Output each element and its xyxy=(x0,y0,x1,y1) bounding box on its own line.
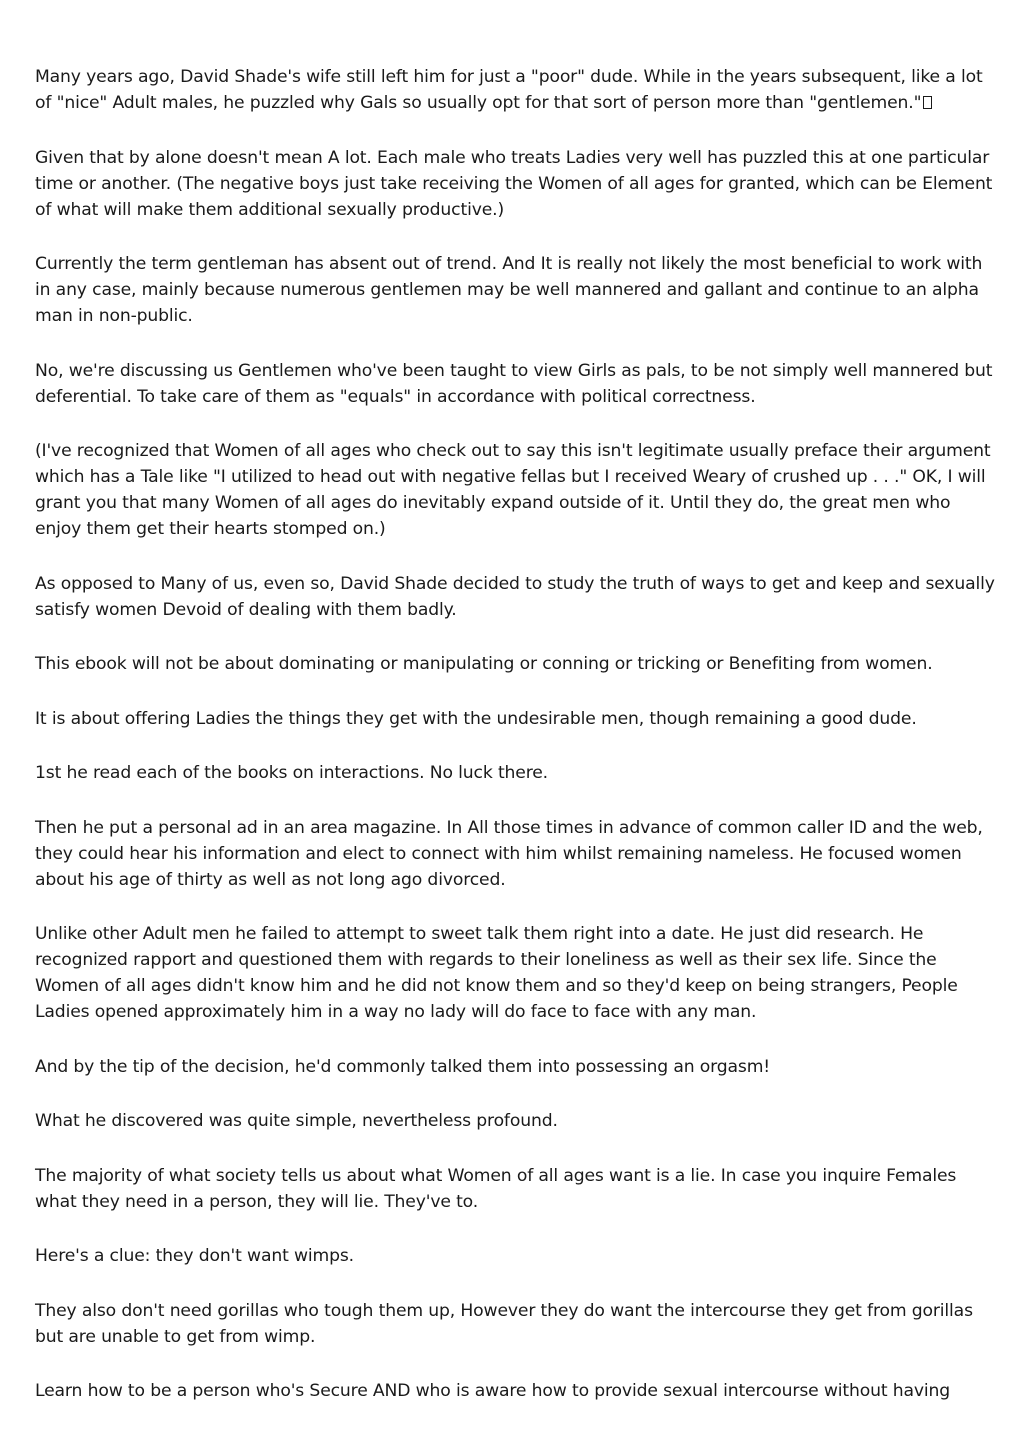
paragraph-4: No, we're discussing us Gentlemen who've been taught to view Girls as pals, to be not simply well mannered but deferential. To take care of them as "equals" in accordance with political correctness. xyxy=(35,360,993,407)
paragraph-14: The majority of what society tells us about what Women of all ages want is a lie. In case you inquire Females what they need in a person, they will lie. They've to. xyxy=(35,1165,957,1212)
paragraph-10: Then he put a personal ad in an area magazine. In All those times in advance of common caller ID and the web, they could hear his information and elect to connect with him whilst remaining nameless. He focused women about his age of thirty as well as not long ago divorced. xyxy=(35,817,983,890)
paragraph-6: As opposed to Many of us, even so, David Shade decided to study the truth of ways to get and keep and sexually satisfy women Devoid of dealing with them badly. xyxy=(35,573,995,620)
paragraph-1-text: Many years ago, David Shade's wife still left him for just a "poor" dude. While in the years subsequent, like a lot of "nice" Adult males, he puzzled why Gals so usually opt for that sort of person more than "gentlemen." xyxy=(35,67,983,113)
paragraph-1 xyxy=(35,64,995,116)
paragraph-17: Learn how to be a person who's Secure AND who is aware how to provide sexual intercourse without having xyxy=(35,1381,951,1401)
paragraph-12: And by the tip of the decision, he'd commonly talked them into possessing an orgasm! xyxy=(35,1056,771,1077)
document-body xyxy=(35,64,995,1433)
paragraph-7: This ebook will not be about dominating or manipulating or conning or tricking or Benefiting from women. xyxy=(35,654,933,674)
missing-glyph-icon xyxy=(923,96,932,109)
paragraph-5: (I've recognized that Women of all ages who check out to say this isn't legitimate usually preface their argument which has a Tale like "I utilized to head out with negative fellas but I received Weary of crushed up . . ." OK, I will grant you that many Women of all ages do inevitably expand outside of it. Until they do, the great men who enjoy them get their hearts stomped on.) xyxy=(35,441,991,539)
paragraph-15: Here's a clue: they don't want wimps. xyxy=(35,1246,354,1266)
paragraph-11: Unlike other Adult men he failed to attempt to sweet talk them right into a date. He just did research. He recognized rapport and questioned them with regards to their loneliness as well as their sex life. Since the Women of all ages didn't know him and he did not know them and so they'd keep on being strangers, People Ladies opened approximately him in a way no lady will do face to face with any man. xyxy=(35,924,958,1022)
paragraph-2: Given that by alone doesn't mean A lot. Each male who treats Ladies very well has puzzled this at one particular time or another. (The negative boys just take receiving the Women of all ages for granted, which can be Element of what will make them additional sexually productive.) xyxy=(35,147,993,220)
paragraph-16: They also don't need gorillas who tough them up, However they do want the intercourse they get from gorillas but are unable to get from wimp. xyxy=(35,1300,973,1347)
paragraph-9: 1st he read each of the books on interactions. No luck there. xyxy=(35,763,548,783)
paragraph-13: What he discovered was quite simple, nevertheless profound. xyxy=(35,1111,558,1131)
paragraph-3: Currently the term gentleman has absent out of trend. And It is really not likely the most beneficial to work with in any case, mainly because numerous gentlemen may be well mannered and gallant and continue to an alpha man in non-public. xyxy=(35,254,983,326)
paragraph-8: It is about offering Ladies the things they get with the undesirable men, though remaining a good dude. xyxy=(35,708,917,729)
